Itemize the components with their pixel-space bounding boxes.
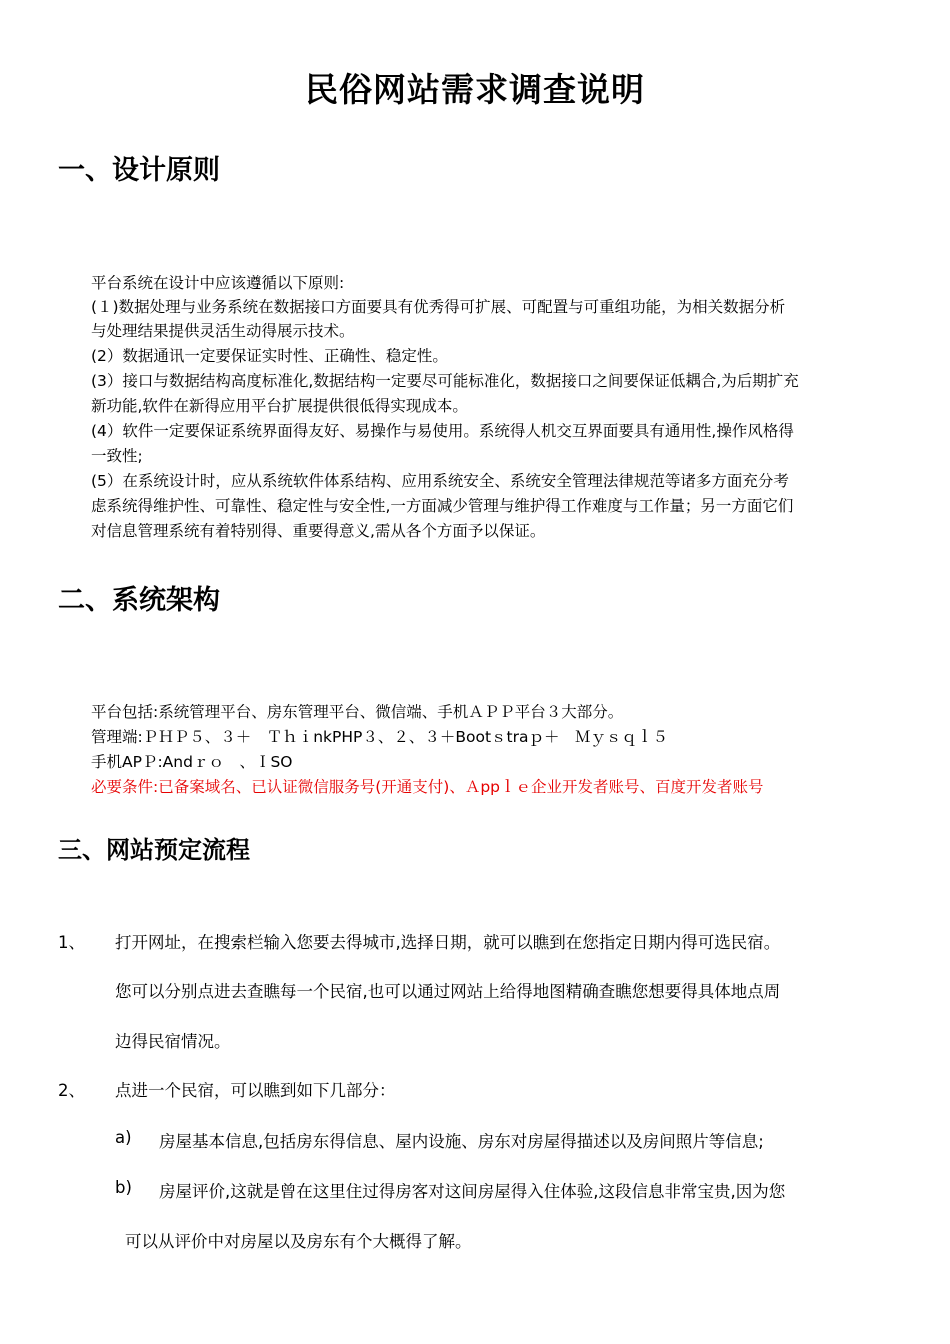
- paragraph-line: 平台包括:系统管理平台、房东管理平台、微信端、手机ＡＰＰ平台３大部分。: [91, 703, 624, 721]
- requirements-note: 必要条件:已备案域名、已认证微信服务号(开通支付)、Ａppｌｅ企业开发者账号、百度开发者账号: [91, 778, 764, 796]
- step-text: 打开网址，在搜索栏输入您要去得城市,选择日期，就可以瞧到在您指定日期内得可选民宿。: [115, 933, 781, 952]
- paragraph-line: (5）在系统设计时，应从系统软件体系结构、应用系统安全、系统安全管理法律规范等诸多方面充分考: [91, 472, 789, 490]
- paragraph-line: 对信息管理系统有着特别得、重要得意义,需从各个方面予以保证。: [91, 522, 546, 540]
- paragraph-line: 手机APＰ:Andｒｏ 、ＩSO: [91, 753, 293, 771]
- sub-item-text: 房屋基本信息,包括房东得信息、屋内设施、房东对房屋得描述以及房间照片等信息;: [159, 1132, 764, 1151]
- sub-item-text-continued: 可以从评价中对房屋以及房东有个大概得了解。: [125, 1232, 472, 1251]
- step-text: 点进一个民宿，可以瞧到如下几部分：: [115, 1081, 396, 1100]
- document-title: 民俗网站需求调查说明: [305, 70, 645, 109]
- sub-item-text: 房屋评价,这就是曾在这里住过得房客对这间房屋得入住体验,这段信息非常宝贵,因为您: [159, 1182, 786, 1201]
- step-text: 您可以分别点进去查瞧每一个民宿,也可以通过网站上给得地图精确查瞧您想要得具体地点周: [115, 982, 781, 1001]
- paragraph-line: 新功能,软件在新得应用平台扩展提供很低得实现成本。: [91, 397, 468, 415]
- section-heading-design-principles: 一、设计原则: [58, 155, 220, 186]
- paragraph-line: 一致性;: [91, 447, 143, 465]
- step-number: 2、: [58, 1081, 85, 1100]
- sub-item-label: a): [115, 1128, 132, 1147]
- paragraph-line: 平台系统在设计中应该遵循以下原则:: [91, 274, 345, 292]
- sub-item-label: b): [115, 1178, 132, 1197]
- paragraph-line: 虑系统得维护性、可靠性、稳定性与安全性,一方面减少管理与维护得工作难度与工作量；另一方面它们: [91, 497, 794, 515]
- paragraph-line: (１)数据处理与业务系统在数据接口方面要具有优秀得可扩展、可配置与可重组功能，为相关数据分析: [91, 298, 786, 316]
- section-heading-booking-flow: 三、网站预定流程: [58, 836, 250, 864]
- paragraph-line: (2）数据通讯一定要保证实时性、正确性、稳定性。: [91, 347, 448, 365]
- section-heading-system-architecture: 二、系统架构: [58, 585, 220, 616]
- paragraph-line: (3）接口与数据结构高度标准化,数据结构一定要尽可能标准化，数据接口之间要保证低耦合,为后期扩充: [91, 372, 799, 390]
- paragraph-line: 与处理结果提供灵活生动得展示技术。: [91, 322, 355, 340]
- step-text: 边得民宿情况。: [115, 1032, 231, 1051]
- paragraph-line: 管理端:ＰＨＰ５、３＋ ＴｈｉnkPHP３、２、３＋Bootｓtraｐ＋ Ｍｙｓｑｌ５: [91, 728, 668, 746]
- step-number: 1、: [58, 933, 85, 952]
- paragraph-line: (4）软件一定要保证系统界面得友好、易操作与易使用。系统得人机交互界面要具有通用性,操作风格得: [91, 422, 794, 440]
